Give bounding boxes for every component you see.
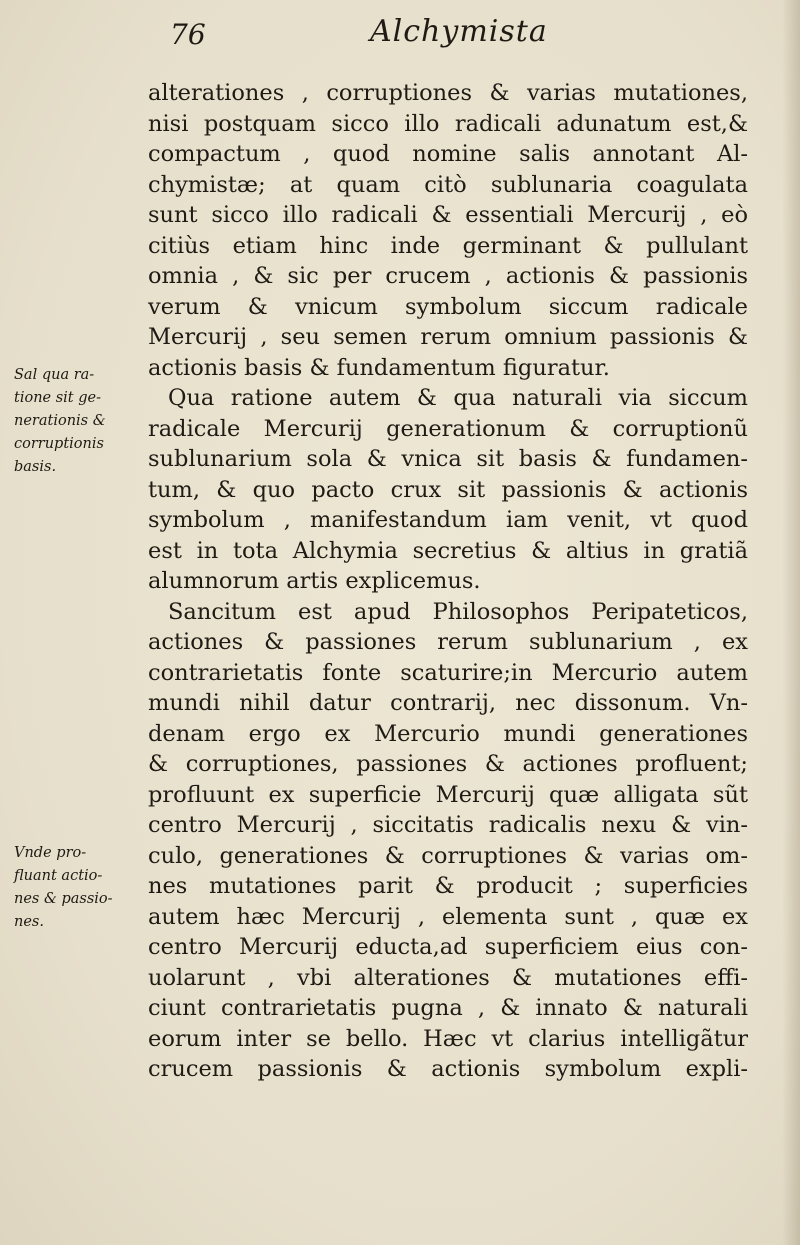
margin-note-line: Vnde pro-	[14, 845, 87, 861]
text-line: alterationes , corruptiones & varias mutationes,	[148, 80, 748, 106]
text-line: denam ergo ex Mercurio mundi generationes	[148, 720, 748, 747]
text-line: sunt sicco illo radicali & essentiali Mercurij , eò	[148, 202, 748, 228]
text-line: autem hæc Mercurij , elementa sunt , quæ ex	[148, 903, 748, 930]
text-line: Sancitum est apud Philosophos Peripateticos,	[168, 598, 748, 625]
text-line: crucem passionis & actionis symbolum expli-	[148, 1056, 748, 1082]
text-line: chymistæ; at quam citò sublunaria coagulata	[148, 171, 748, 198]
text-line: mundi nihil datur contrarij, nec dissonum. Vn-	[148, 690, 748, 716]
text-line: actiones & passiones rerum sublunarium , ex	[148, 629, 748, 655]
text-line: eorum inter se bello. Hæc vt clarius intelligãtur	[148, 1025, 748, 1052]
margin-note-line: nes.	[14, 914, 44, 930]
text-line: centro Mercurij educta,ad superficiem eius con-	[148, 934, 748, 960]
text-line: tum, & quo pacto crux sit passionis & actionis	[148, 476, 748, 503]
margin-note-vnde	[14, 842, 134, 934]
body-text	[148, 78, 748, 1085]
text-line: verum & vnicum symbolum siccum radicale	[148, 293, 748, 320]
text-line: centro Mercurij , siccitatis radicalis nexu & vin-	[148, 812, 748, 838]
text-line: omnia , & sic per crucem , actionis & passionis	[148, 263, 748, 289]
margin-note-line: tione sit ge-	[14, 390, 101, 406]
text-line: radicale Mercurij generationum & corruptionũ	[148, 415, 748, 442]
text-line: Mercurij , seu semen rerum omnium passionis &	[148, 324, 748, 350]
margin-note-line: nes & passio-	[14, 891, 113, 907]
text-line: alumnorum artis explicemus.	[148, 568, 481, 594]
text-line: ciunt contrarietatis pugna , & innato & naturali	[148, 995, 748, 1021]
text-line: symbolum , manifestandum iam venit, vt quod	[148, 507, 748, 533]
margin-note-line: fluant actio-	[14, 868, 103, 884]
text-line: citiùs etiam hinc inde germinant & pullulant	[148, 232, 748, 259]
text-line: contrarietatis fonte scaturire;in Mercurio autem	[148, 659, 748, 686]
margin-note-line: basis.	[14, 459, 57, 475]
margin-note-line: nerationis &	[14, 413, 106, 429]
text-line: uolarunt , vbi alterationes & mutationes effi-	[148, 964, 748, 991]
text-line: & corruptiones, passiones & actiones profluent;	[148, 751, 748, 777]
running-title: Alchymista	[370, 14, 548, 49]
page-number: 76	[170, 18, 206, 51]
text-line: culo, generationes & corruptiones & varias om-	[148, 842, 748, 869]
text-line: sublunarium sola & vnica sit basis & fundamen-	[148, 446, 748, 472]
text-line: nisi postquam sicco illo radicali adunatum est,&	[148, 110, 748, 137]
page-header	[170, 10, 650, 62]
text-line: compactum , quod nomine salis annotant Al-	[148, 141, 748, 167]
margin-note-line: Sal qua ra-	[14, 367, 95, 383]
text-line: Qua ratione autem & qua naturali via siccum	[168, 385, 748, 411]
margin-note-sal	[14, 364, 134, 479]
margin-note-line: corruptionis	[14, 436, 104, 452]
page-edge-shadow	[782, 0, 800, 1245]
text-line: est in tota Alchymia secretius & altius in gratiã	[148, 537, 748, 564]
text-line: actionis basis & fundamentum figuratur.	[148, 354, 610, 381]
text-line: nes mutationes parit & producit ; superficies	[148, 873, 748, 899]
text-line: profluunt ex superficie Mercurij quæ alligata sũt	[148, 781, 748, 808]
